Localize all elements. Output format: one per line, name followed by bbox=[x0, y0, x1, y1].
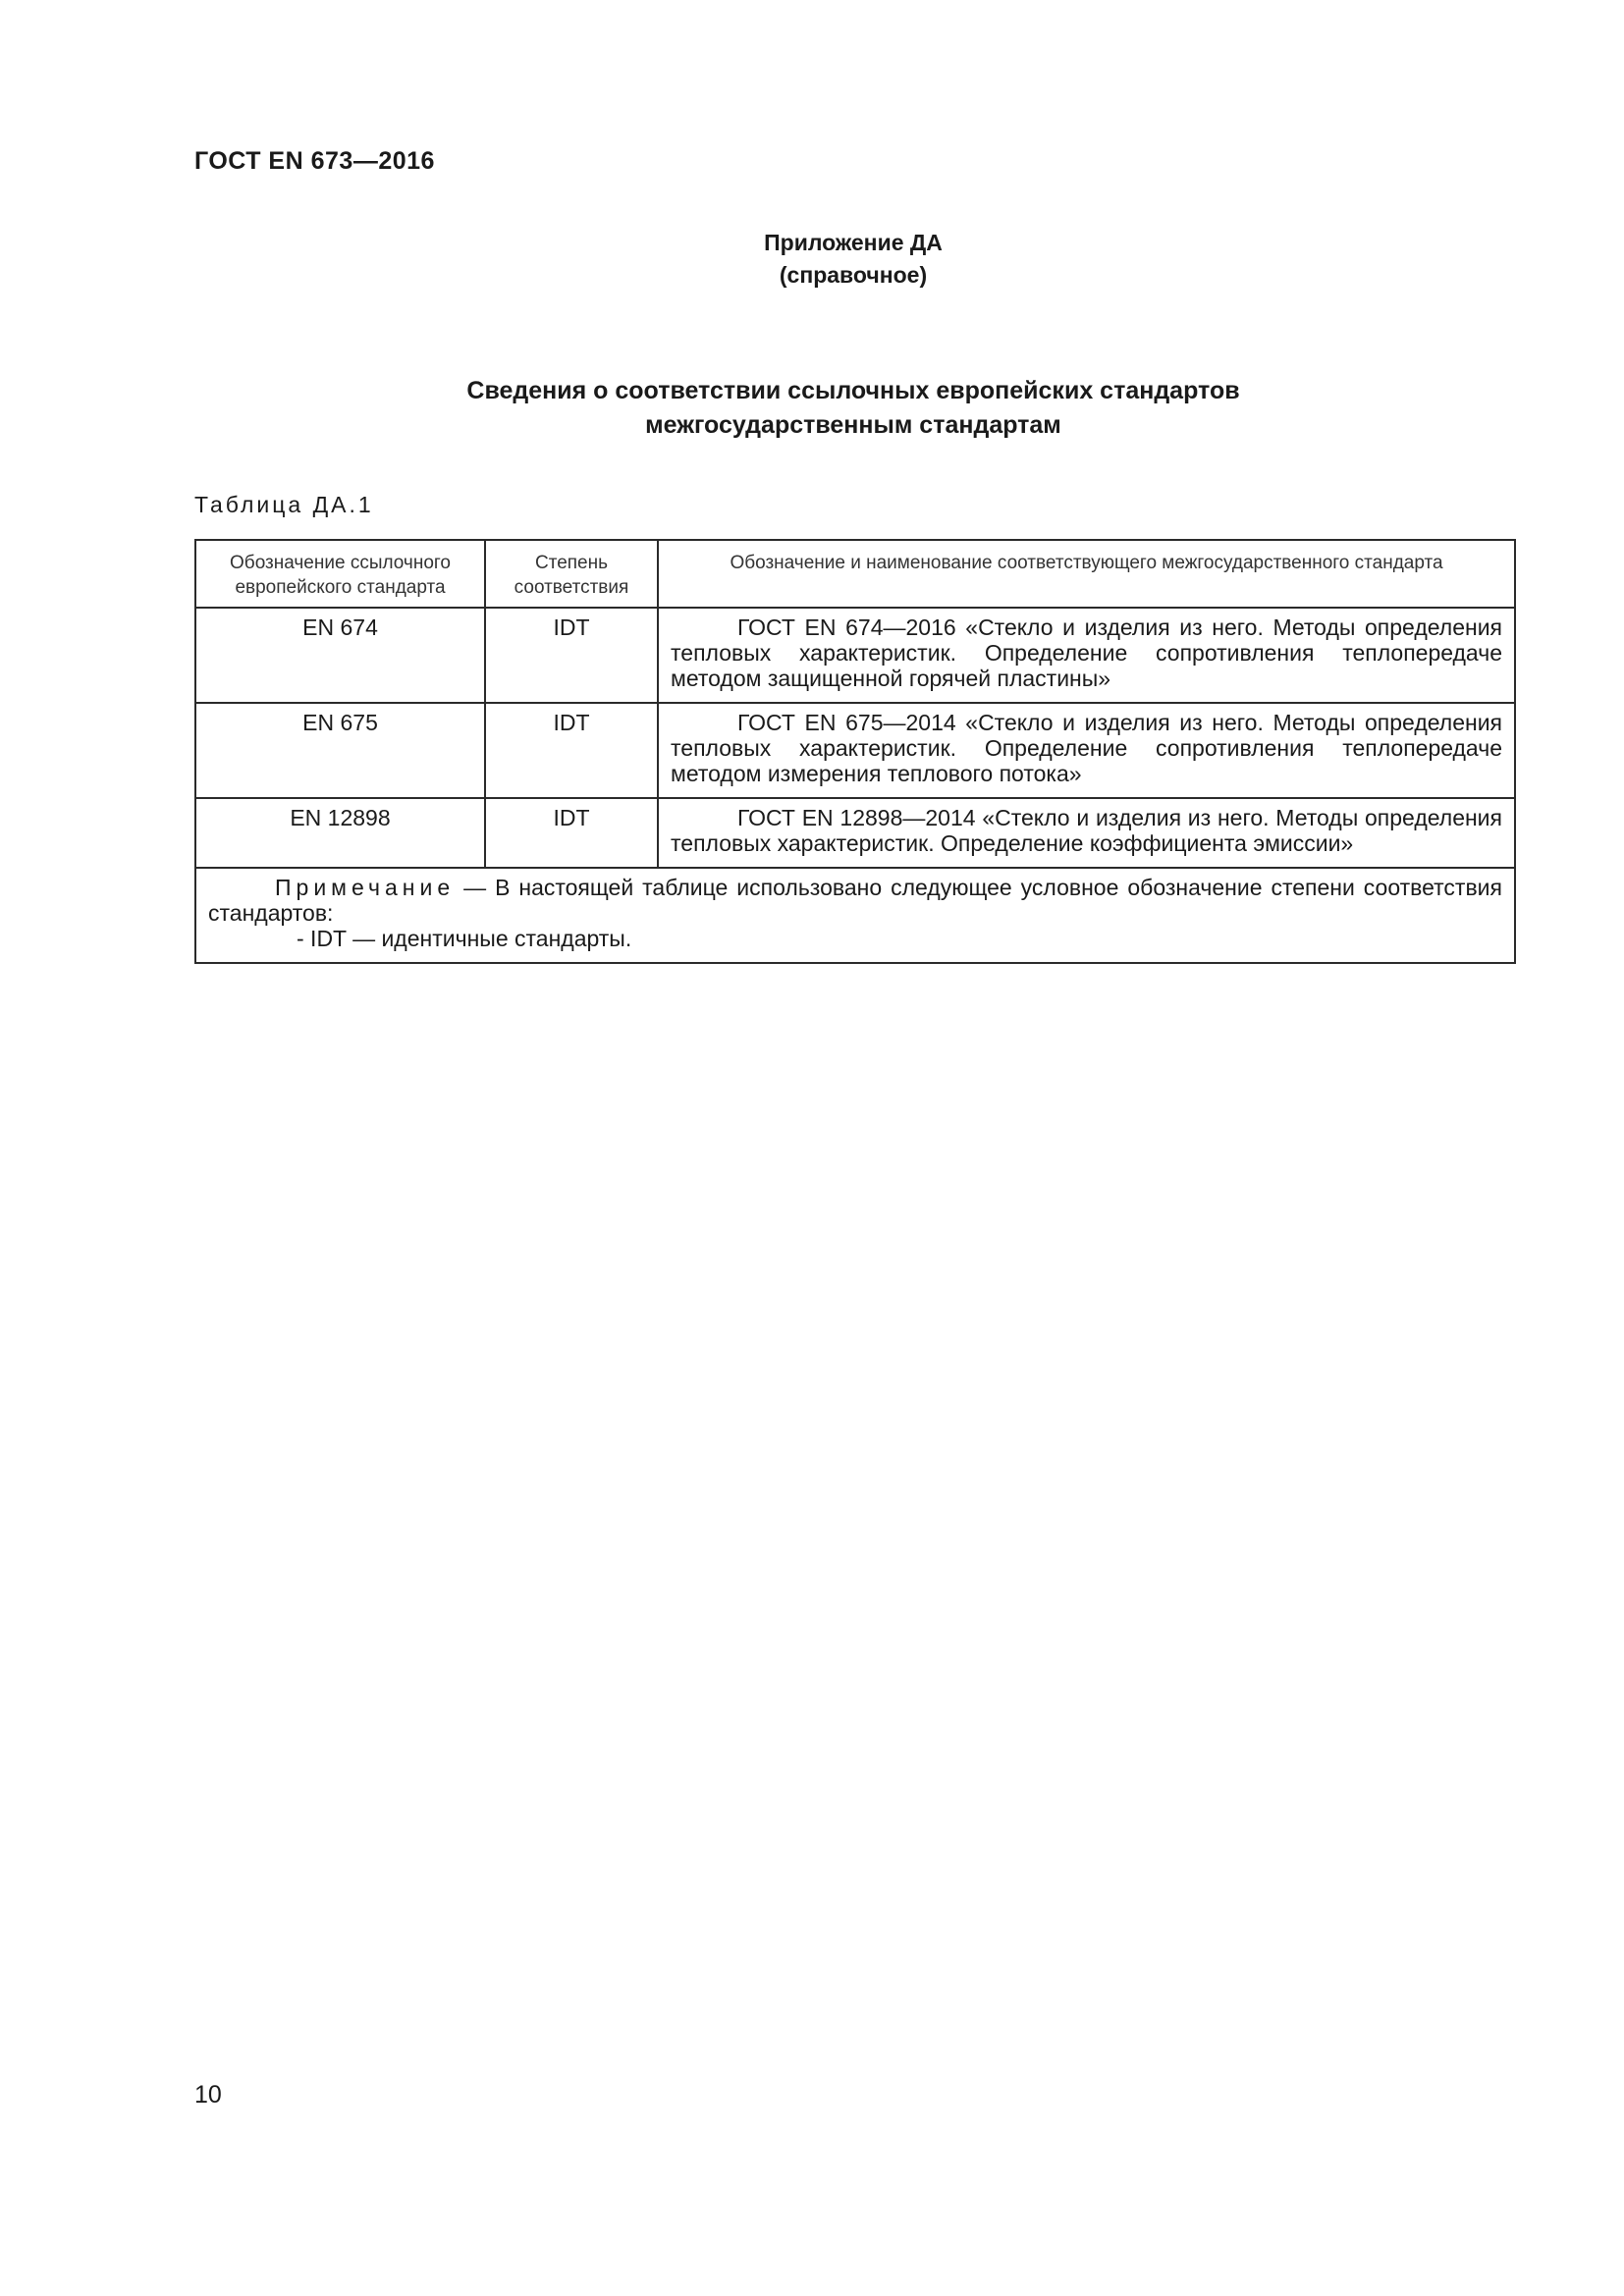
table-row bbox=[195, 798, 1515, 868]
reference-standards-table bbox=[194, 539, 1516, 964]
section-title bbox=[0, 374, 1624, 443]
conformity-degree: IDT bbox=[485, 703, 658, 798]
column-header-european-standard: Обозначение ссылочного европейского стандарта bbox=[195, 540, 485, 608]
note-paragraph bbox=[208, 875, 1502, 926]
note-label: Примечание bbox=[275, 875, 456, 900]
section-title-line1: Сведения о соответствии ссылочных европейских стандартов bbox=[466, 377, 1240, 404]
table-row bbox=[195, 703, 1515, 798]
interstate-standard-description: ГОСТ EN 674—2016 «Стекло и изделия из него. Методы определения тепловых характеристик. Определение сопротивления теплопередаче методом защищенной горячей пластины» bbox=[658, 608, 1515, 703]
european-standard-code: EN 674 bbox=[195, 608, 485, 703]
annex-subtitle: (справочное) bbox=[779, 262, 928, 288]
table-note-row bbox=[195, 868, 1515, 963]
european-standard-code: EN 12898 bbox=[195, 798, 485, 868]
european-standard-code: EN 675 bbox=[195, 703, 485, 798]
interstate-standard-description: ГОСТ EN 675—2014 «Стекло и изделия из него. Методы определения тепловых характеристик. Определение сопротивления теплопередаче методом измерения теплового потока» bbox=[658, 703, 1515, 798]
table-caption: Таблица ДА.1 bbox=[194, 492, 374, 517]
page-number: 10 bbox=[194, 2081, 222, 2109]
annex-heading bbox=[0, 227, 1624, 292]
column-header-degree: Степень соответствия bbox=[485, 540, 658, 608]
interstate-standard-description: ГОСТ EN 12898—2014 «Стекло и изделия из него. Методы определения тепловых характеристик. Определение коэффициента эмиссии» bbox=[658, 798, 1515, 868]
note-text: — В настоящей таблице использовано следующее условное обозначение степени соответствия стандартов: bbox=[208, 875, 1502, 926]
annex-title: Приложение ДА bbox=[764, 230, 943, 255]
table-note bbox=[195, 868, 1515, 963]
conformity-degree: IDT bbox=[485, 798, 658, 868]
table-header-row bbox=[195, 540, 1515, 608]
conformity-degree: IDT bbox=[485, 608, 658, 703]
table-row bbox=[195, 608, 1515, 703]
column-header-interstate-standard: Обозначение и наименование соответствующего межгосударственного стандарта bbox=[658, 540, 1515, 608]
note-item: - IDT — идентичные стандарты. bbox=[297, 926, 632, 951]
section-title-line2: межгосударственным стандартам bbox=[645, 411, 1061, 439]
document-header: ГОСТ EN 673—2016 bbox=[194, 147, 435, 175]
